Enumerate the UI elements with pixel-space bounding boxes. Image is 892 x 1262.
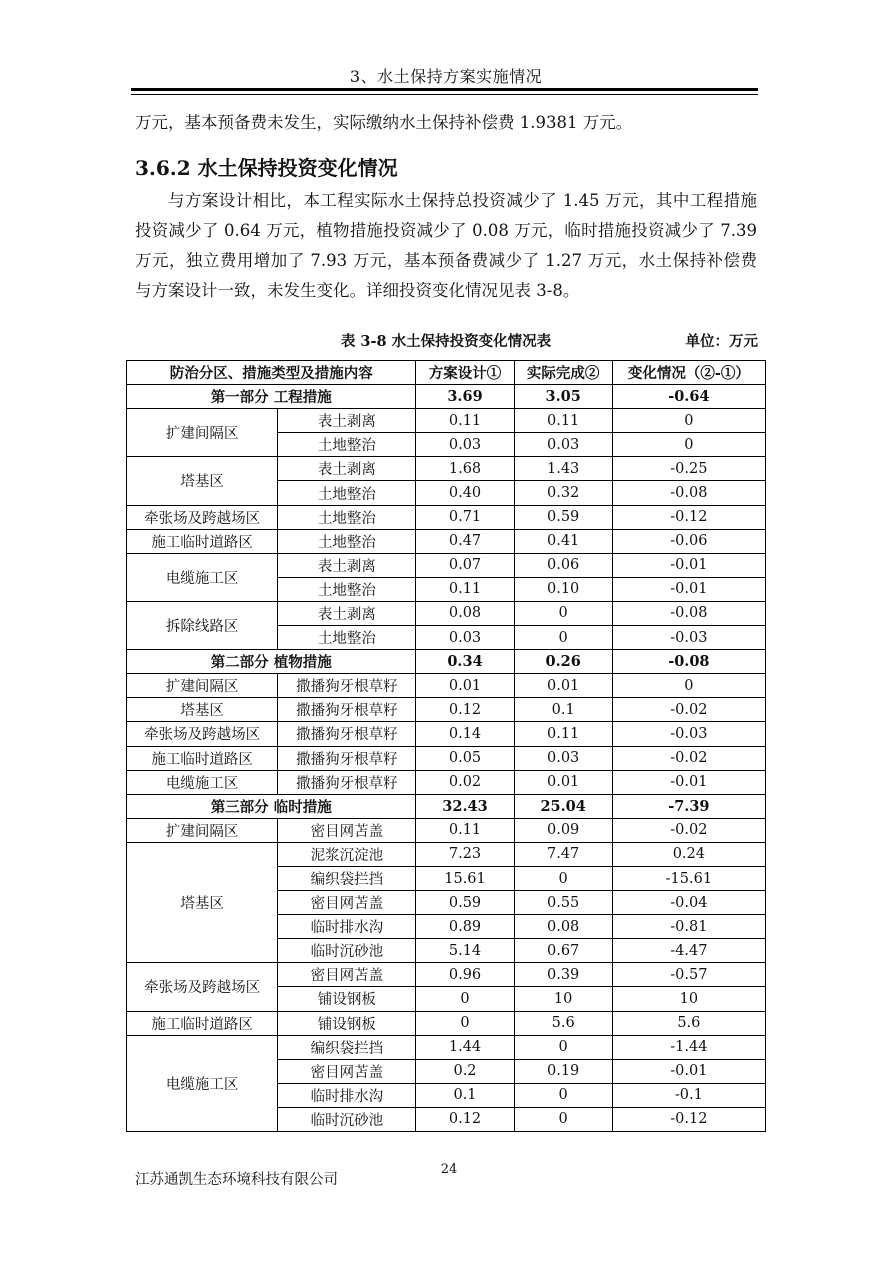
change-cell: -1.44 xyxy=(612,1035,765,1059)
plan-cell: 0.59 xyxy=(416,891,514,915)
part-change: -0.64 xyxy=(612,385,765,409)
part-row-temporary xyxy=(127,794,766,818)
actual-cell: 0.08 xyxy=(514,915,612,939)
header-category: 防治分区、措施类型及措施内容 xyxy=(127,361,416,385)
plan-cell: 0.12 xyxy=(416,698,514,722)
part-row-vegetation xyxy=(127,650,766,674)
plan-cell: 15.61 xyxy=(416,866,514,890)
measure-cell: 撒播狗牙根草籽 xyxy=(278,722,416,746)
change-cell: -4.47 xyxy=(612,939,765,963)
change-cell: -0.03 xyxy=(612,722,765,746)
area-cell: 牵张场及跨越场区 xyxy=(127,963,278,1011)
part-plan: 3.69 xyxy=(416,385,514,409)
plan-cell: 0.1 xyxy=(416,1083,514,1107)
plan-cell: 0.08 xyxy=(416,601,514,625)
page-number: 24 xyxy=(440,1162,458,1177)
measure-cell: 表土剥离 xyxy=(278,457,416,481)
header-change: 变化情况（②-①） xyxy=(612,361,765,385)
measure-cell: 编织袋拦挡 xyxy=(278,866,416,890)
measure-cell: 表土剥离 xyxy=(278,601,416,625)
plan-cell: 7.23 xyxy=(416,842,514,866)
actual-cell: 5.6 xyxy=(514,1011,612,1035)
table-row xyxy=(127,529,766,553)
change-cell: -0.57 xyxy=(612,963,765,987)
area-cell: 塔基区 xyxy=(127,698,278,722)
plan-cell: 0 xyxy=(416,987,514,1011)
table-row xyxy=(127,409,766,433)
change-cell: 10 xyxy=(612,987,765,1011)
table-row xyxy=(127,746,766,770)
area-cell: 拆除线路区 xyxy=(127,601,278,649)
actual-cell: 0 xyxy=(514,1035,612,1059)
measure-cell: 土地整治 xyxy=(278,433,416,457)
measure-cell: 土地整治 xyxy=(278,577,416,601)
header-rule-thin xyxy=(131,94,758,95)
actual-cell: 0.1 xyxy=(514,698,612,722)
change-cell: 0 xyxy=(612,433,765,457)
change-cell: -0.1 xyxy=(612,1083,765,1107)
area-cell: 电缆施工区 xyxy=(127,553,278,601)
plan-cell: 0.12 xyxy=(416,1107,514,1131)
header-actual: 实际完成② xyxy=(514,361,612,385)
part-actual: 3.05 xyxy=(514,385,612,409)
part-change: -7.39 xyxy=(612,794,765,818)
measure-cell: 撒播狗牙根草籽 xyxy=(278,698,416,722)
actual-cell: 0.01 xyxy=(514,674,612,698)
actual-cell: 0 xyxy=(514,1107,612,1131)
actual-cell: 1.43 xyxy=(514,457,612,481)
change-cell: -0.02 xyxy=(612,818,765,842)
table-row xyxy=(127,818,766,842)
part-label: 第三部分 临时措施 xyxy=(127,794,416,818)
plan-cell: 0.11 xyxy=(416,818,514,842)
actual-cell: 0.39 xyxy=(514,963,612,987)
change-cell: -0.02 xyxy=(612,698,765,722)
plan-cell: 0.01 xyxy=(416,674,514,698)
area-cell: 牵张场及跨越场区 xyxy=(127,505,278,529)
plan-cell: 0.11 xyxy=(416,577,514,601)
change-cell: -0.06 xyxy=(612,529,765,553)
actual-cell: 0.10 xyxy=(514,577,612,601)
change-cell: -0.12 xyxy=(612,1107,765,1131)
actual-cell: 0.09 xyxy=(514,818,612,842)
plan-cell: 1.68 xyxy=(416,457,514,481)
change-cell: -0.08 xyxy=(612,601,765,625)
measure-cell: 泥浆沉淀池 xyxy=(278,842,416,866)
measure-cell: 土地整治 xyxy=(278,529,416,553)
plan-cell: 0.07 xyxy=(416,553,514,577)
actual-cell: 0.19 xyxy=(514,1059,612,1083)
plan-cell: 0 xyxy=(416,1011,514,1035)
table-unit: 单位：万元 xyxy=(685,333,758,350)
part-actual: 0.26 xyxy=(514,650,612,674)
part-row-engineering xyxy=(127,385,766,409)
measure-cell: 撒播狗牙根草籽 xyxy=(278,674,416,698)
measure-cell: 表土剥离 xyxy=(278,409,416,433)
measure-cell: 撒播狗牙根草籽 xyxy=(278,746,416,770)
measure-cell: 密目网苫盖 xyxy=(278,818,416,842)
actual-cell: 0.32 xyxy=(514,481,612,505)
measure-cell: 撒播狗牙根草籽 xyxy=(278,770,416,794)
actual-cell: 0.67 xyxy=(514,939,612,963)
area-cell: 扩建间隔区 xyxy=(127,818,278,842)
area-cell: 电缆施工区 xyxy=(127,770,278,794)
measure-cell: 临时沉砂池 xyxy=(278,939,416,963)
measure-cell: 编织袋拦挡 xyxy=(278,1035,416,1059)
area-cell: 扩建间隔区 xyxy=(127,674,278,698)
table-row xyxy=(127,674,766,698)
plan-cell: 0.47 xyxy=(416,529,514,553)
actual-cell: 0 xyxy=(514,601,612,625)
table-row xyxy=(127,842,766,866)
paragraph-investment-change: 与方案设计相比，本工程实际水土保持总投资减少了 1.45 万元，其中工程措施投资减少了 0.64 万元，植物措施投资减少了 0.08 万元，临时措施投资减少了 7.39 万元，独立费用增加了 7.93 万元，基本预备费减少了 1.27 万元，水土保持补偿费与方案设计一致，未发生变化。详细投资变化情况见表 3-8。 xyxy=(135,191,757,300)
change-cell: -15.61 xyxy=(612,866,765,890)
table-header-row xyxy=(127,361,766,385)
actual-cell: 0 xyxy=(514,626,612,650)
change-cell: -0.02 xyxy=(612,746,765,770)
table-row xyxy=(127,553,766,577)
change-cell: 5.6 xyxy=(612,1011,765,1035)
actual-cell: 0.06 xyxy=(514,553,612,577)
change-cell: -0.81 xyxy=(612,915,765,939)
change-cell: -0.01 xyxy=(612,770,765,794)
header-rule-thick xyxy=(131,88,758,91)
plan-cell: 0.03 xyxy=(416,433,514,457)
measure-cell: 铺设钢板 xyxy=(278,987,416,1011)
footer-company: 江苏通凯生态环境科技有限公司 xyxy=(135,1172,338,1188)
actual-cell: 0 xyxy=(514,1083,612,1107)
plan-cell: 0.05 xyxy=(416,746,514,770)
table-row xyxy=(127,963,766,987)
plan-cell: 0.11 xyxy=(416,409,514,433)
plan-cell: 0.02 xyxy=(416,770,514,794)
table-row xyxy=(127,722,766,746)
plan-cell: 0.40 xyxy=(416,481,514,505)
area-cell: 电缆施工区 xyxy=(127,1035,278,1131)
part-plan: 32.43 xyxy=(416,794,514,818)
actual-cell: 0.11 xyxy=(514,722,612,746)
section-heading: 3.6.2 水土保持投资变化情况 xyxy=(135,156,398,180)
actual-cell: 0.01 xyxy=(514,770,612,794)
paragraph-continued: 万元，基本预备费未发生，实际缴纳水土保持补偿费 1.9381 万元。 xyxy=(135,113,633,132)
actual-cell: 0.03 xyxy=(514,746,612,770)
table-row xyxy=(127,457,766,481)
plan-cell: 0.96 xyxy=(416,963,514,987)
table-row xyxy=(127,698,766,722)
plan-cell: 0.2 xyxy=(416,1059,514,1083)
actual-cell: 7.47 xyxy=(514,842,612,866)
part-actual: 25.04 xyxy=(514,794,612,818)
change-cell: -0.01 xyxy=(612,1059,765,1083)
part-plan: 0.34 xyxy=(416,650,514,674)
actual-cell: 10 xyxy=(514,987,612,1011)
change-cell: 0.24 xyxy=(612,842,765,866)
change-cell: 0 xyxy=(612,674,765,698)
change-cell: -0.03 xyxy=(612,626,765,650)
measure-cell: 密目网苫盖 xyxy=(278,963,416,987)
plan-cell: 0.71 xyxy=(416,505,514,529)
area-cell: 施工临时道路区 xyxy=(127,746,278,770)
area-cell: 施工临时道路区 xyxy=(127,1011,278,1035)
table-row xyxy=(127,770,766,794)
table-row xyxy=(127,505,766,529)
actual-cell: 0.55 xyxy=(514,891,612,915)
table-row xyxy=(127,601,766,625)
change-cell: -0.12 xyxy=(612,505,765,529)
measure-cell: 表土剥离 xyxy=(278,553,416,577)
change-cell: -0.25 xyxy=(612,457,765,481)
plan-cell: 1.44 xyxy=(416,1035,514,1059)
actual-cell: 0.59 xyxy=(514,505,612,529)
plan-cell: 0.89 xyxy=(416,915,514,939)
measure-cell: 土地整治 xyxy=(278,626,416,650)
table-row xyxy=(127,1011,766,1035)
area-cell: 牵张场及跨越场区 xyxy=(127,722,278,746)
plan-cell: 5.14 xyxy=(416,939,514,963)
table-caption: 表 3-8 水土保持投资变化情况表 xyxy=(340,333,552,350)
actual-cell: 0.11 xyxy=(514,409,612,433)
measure-cell: 临时排水沟 xyxy=(278,915,416,939)
part-label: 第一部分 工程措施 xyxy=(127,385,416,409)
measure-cell: 临时排水沟 xyxy=(278,1083,416,1107)
running-header: 3、水土保持方案实施情况 xyxy=(349,67,543,86)
change-cell: -0.08 xyxy=(612,481,765,505)
area-cell: 塔基区 xyxy=(127,457,278,505)
change-cell: -0.01 xyxy=(612,553,765,577)
measure-cell: 密目网苫盖 xyxy=(278,1059,416,1083)
header-plan: 方案设计① xyxy=(416,361,514,385)
measure-cell: 土地整治 xyxy=(278,505,416,529)
measure-cell: 铺设钢板 xyxy=(278,1011,416,1035)
actual-cell: 0.03 xyxy=(514,433,612,457)
measure-cell: 密目网苫盖 xyxy=(278,891,416,915)
change-cell: -0.01 xyxy=(612,577,765,601)
actual-cell: 0 xyxy=(514,866,612,890)
actual-cell: 0.41 xyxy=(514,529,612,553)
area-cell: 扩建间隔区 xyxy=(127,409,278,457)
change-cell: 0 xyxy=(612,409,765,433)
part-change: -0.08 xyxy=(612,650,765,674)
part-label: 第二部分 植物措施 xyxy=(127,650,416,674)
plan-cell: 0.03 xyxy=(416,626,514,650)
plan-cell: 0.14 xyxy=(416,722,514,746)
measure-cell: 临时沉砂池 xyxy=(278,1107,416,1131)
change-cell: -0.04 xyxy=(612,891,765,915)
investment-change-table xyxy=(126,360,766,1132)
area-cell: 施工临时道路区 xyxy=(127,529,278,553)
table-row xyxy=(127,1035,766,1059)
area-cell: 塔基区 xyxy=(127,842,278,962)
measure-cell: 土地整治 xyxy=(278,481,416,505)
